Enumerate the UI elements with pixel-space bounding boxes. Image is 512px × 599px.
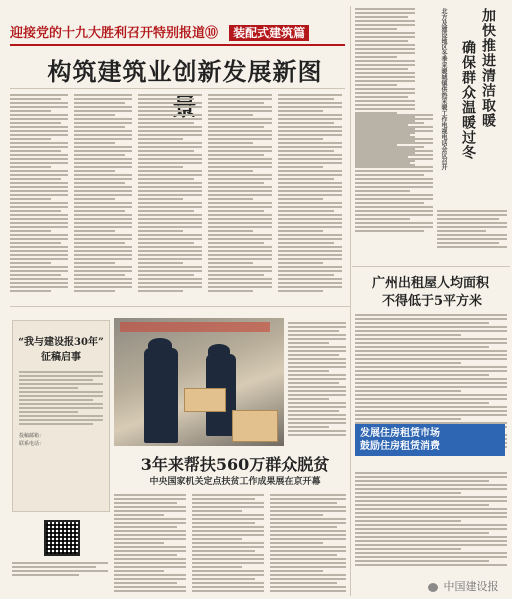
bottom-left-notes (12, 560, 108, 578)
poverty-body-col-1 (114, 492, 186, 594)
main-article-col-4 (208, 92, 272, 294)
poverty-subhead: 中央国家机关定点扶贫工作成果展在京开幕 (149, 477, 321, 487)
main-article-col-1 (10, 92, 68, 294)
rental-promo-box (355, 424, 505, 456)
main-article-col-2 (74, 92, 132, 294)
sidebar-article-body-2 (355, 112, 433, 234)
rental-headline-1: 广州出租屋人均面积 (372, 276, 490, 291)
news-photo (114, 318, 284, 446)
series-label: 迎接党的十九大胜利召开特别报道⑩ (10, 26, 219, 41)
watermark (428, 578, 499, 594)
photo-officer-1-cap (148, 338, 172, 352)
photo-officer-2-cap (208, 344, 230, 357)
main-article-col-3 (138, 92, 202, 294)
photo-caption (288, 320, 346, 438)
poverty-headline: 3年来帮扶560万群众脱贫 (140, 455, 330, 474)
essay-title-1: “我与建设报30年” (18, 337, 104, 348)
sidebar-headline-col1: 加快推进清洁取暖 (480, 8, 496, 128)
series-tag: 装配式建筑篇 (229, 25, 309, 41)
qr-code-icon (44, 520, 80, 556)
sidebar-headline-col2: 确保群众温暖过冬 (460, 40, 476, 160)
sidebar-subhead: 北方及建设地区冬季采暖城镇供热采暖工作电视电话会议召开 (440, 8, 447, 170)
essay-title-2: 征稿启事 (41, 352, 81, 363)
promo-line-2: 鼓励住房租赁消费 (360, 441, 440, 452)
watermark-text: 中国建设报 (443, 580, 499, 593)
poverty-body-col-2 (192, 492, 264, 594)
essay-phone-label: 联系电话： (19, 441, 45, 447)
main-article-col-5 (278, 92, 342, 294)
series-banner (10, 22, 345, 42)
promo-line-1: 发展住房租赁市场 (360, 428, 440, 439)
sidebar-article-body-3 (437, 208, 507, 250)
photo-boxes (184, 388, 226, 412)
poverty-body-col-4 (355, 470, 507, 568)
banner-rule (10, 44, 345, 46)
photo-officer-1 (144, 348, 178, 443)
right-column-divider (350, 6, 351, 596)
rental-divider (352, 266, 510, 267)
essay-call-box (12, 320, 110, 512)
photo-banner (120, 322, 270, 332)
rental-headline-2: 不得低于5平方米 (382, 294, 483, 309)
photo-boxes-2 (232, 410, 278, 442)
headline-divider (10, 88, 345, 89)
mid-page-divider (10, 306, 350, 307)
poverty-body-col-3 (270, 492, 346, 594)
main-headline: 构筑建筑业创新发展新图 (47, 58, 323, 86)
essay-email-label: 投稿邮箱： (19, 433, 45, 439)
wechat-icon (428, 583, 438, 592)
